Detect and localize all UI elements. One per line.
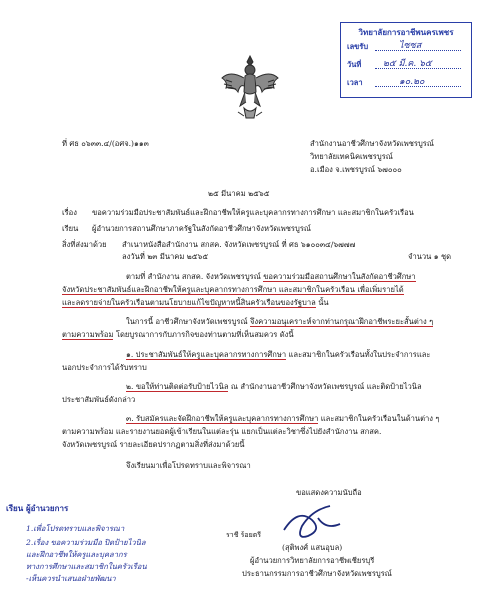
stamp-date-value: ๒๕ มี.ค. ๖๕ bbox=[383, 59, 432, 69]
closing-line: จึงเรียนมาเพื่อโปรดทราบและพิจารณา bbox=[126, 461, 251, 470]
note-line-3: และฝึกอาชีพให้ครูและบุคลากร bbox=[26, 550, 127, 559]
sender-line-3: อ.เมือง จ.เพชรบูรณ์ ๖๗๐๐๐ bbox=[310, 165, 402, 174]
signer-title-2: ประธานกรรมการอาชีวศึกษาจังหวัดเพชรบูรณ์ bbox=[242, 569, 392, 578]
note-line-4: ทางการศึกษาและสมาชิกในครัวเรือน bbox=[26, 562, 147, 571]
sender-line-2: วิทยาลัยเทคนิคเพชรบูรณ์ bbox=[310, 152, 393, 161]
item-3-line-1: ๓. รับสมัครและจัดฝึกอาชีพให้ครูและบุคลากรทางการศึกษา และสมาชิกในครัวเรือนในด้านต่าง ๆ bbox=[126, 414, 440, 423]
para1-intro: ตามที่ สำนักงาน สกสค. จังหวัดเพชรบูรณ์ bbox=[126, 272, 264, 281]
para2-line-1: ในการนี้ อาชีวศึกษาจังหวัดเพชรบูรณ์ จึงความอนุเคราะห์จากท่านกรุณาฝึกอาชีพระยะสั้นต่าง ๆ bbox=[126, 317, 434, 326]
signature bbox=[278, 500, 348, 544]
item-1-line-1: ๑. ประชาสัมพันธ์ให้ครูและบุคลากรทางการศึกษา และสมาชิกในครัวเรือนทั้งในประจำการและ bbox=[126, 350, 431, 359]
para1-highlight: ขอความร่วมมือสถานศึกษาในสังกัดอาชีวศึกษา bbox=[263, 272, 416, 281]
garuda-emblem bbox=[218, 52, 282, 122]
para1-line-1 bbox=[126, 272, 416, 282]
note-line-5: -เห็นควรนำเสนอฝ่ายพัฒนา bbox=[26, 574, 116, 583]
document-date: ๒๕ มีนาคม ๒๕๖๕ bbox=[208, 189, 270, 198]
stamp-time-value: ๑๐.๒๐ bbox=[399, 77, 425, 87]
enclosure-count: จำนวน ๑ ชุด bbox=[408, 252, 452, 261]
stamp-time-label: เวลา bbox=[347, 78, 363, 87]
item-1-line-2: นอกประจำการได้รับทราบ bbox=[62, 363, 147, 372]
signer-title-1: ผู้อำนวยการวิทยาลัยการอาชีพเชียรบุรี bbox=[250, 556, 375, 565]
stamp-date-label: วันที่ bbox=[347, 60, 362, 69]
stamp-org: วิทยาลัยการอาชีพนครเพชร bbox=[358, 28, 454, 37]
signer-name: (สุติพงศ์ แสนอุบล) bbox=[282, 543, 343, 552]
receive-stamp bbox=[340, 22, 472, 98]
to-label: เรียน bbox=[62, 224, 79, 233]
regards-line: ขอแสดงความนับถือ bbox=[296, 488, 362, 497]
item-2-line-1: ๒. ขอให้ท่านติดต่อรับป้ายไวนิล ณ สำนักงานอาชีวศึกษาจังหวัดเพชรบูรณ์ และติดป้ายไวนิล bbox=[126, 382, 422, 391]
item-2-line-2: ประชาสัมพันธ์ดังกล่าว bbox=[62, 395, 136, 404]
to-text: ผู้อำนวยการสถานศึกษาภาครัฐในสังกัดอาชีวศึกษาจังหวัดเพชรบูรณ์ bbox=[92, 224, 311, 233]
para2-line-2: ตามความพร้อม โดยบูรณาการกับภารกิจของท่านตามที่เห็นสมควร ดังนี้ bbox=[62, 330, 294, 339]
para1-line-2: จังหวัดประชาสัมพันธ์และฝึกอาชีพให้ครูและบุคลากรทางการศึกษา และสมาชิกในครัวเรือน เพื่อเพิ่มรายได้ bbox=[62, 285, 404, 294]
ref-number: ที่ ศธ ๐๖๓๓.๔/(อศจ.)๑๑๓ bbox=[62, 139, 149, 148]
note-header: เรียน ผู้อำนวยการ bbox=[6, 504, 69, 513]
enclosure-line-2: ลงวันที่ ๒๓ มีนาคม ๒๕๖๕ bbox=[122, 252, 209, 261]
signature-printed: ราชี ร้อยตรี bbox=[226, 531, 262, 539]
sender-line-1: สำนักงานอาชีวศึกษาจังหวัดเพชรบูรณ์ bbox=[310, 139, 434, 148]
subject-label: เรื่อง bbox=[62, 208, 77, 217]
note-line-2: 2.เรื่อง ขอความร่วมมือ ปิดป้ายไวนิล bbox=[26, 538, 146, 547]
note-line-1: 1.เพื่อโปรดทราบและพิจารณา bbox=[26, 524, 125, 533]
enclosure-label: สิ่งที่ส่งมาด้วย bbox=[62, 240, 107, 249]
stamp-recv-value: ไซซส bbox=[399, 41, 422, 51]
subject-text: ขอความร่วมมือประชาสัมพันธ์และฝึกอาชีพให้ครูและบุคลากรทางการศึกษา และสมาชิกในครัวเรือน bbox=[92, 208, 414, 217]
item-3-line-3: จังหวัดเพชรบูรณ์ รายละเอียดปรากฏตามสิ่งที่ส่งมาด้วยนี้ bbox=[62, 440, 245, 449]
para1-line-3: และลดรายจ่ายในครัวเรือนตามนโยบายแก้ไขปัญหาหนี้สินครัวเรือนของรัฐบาล นั้น bbox=[62, 298, 329, 307]
enclosure-line-1: สำเนาหนังสือสำนักงาน สกสค. จังหวัดเพชรบูรณ์ ที่ ศธ ๖๑๐๐๓๔/๖๗๗๗ bbox=[122, 240, 356, 249]
item-3-line-2: ตามความพร้อม และรายงานยอดผู้เข้าเรียนในแต่ละรุ่น แยกเป็นแต่ละวิชาซึ่งไปยังสำนักงาน สกสค. bbox=[62, 427, 382, 436]
stamp-recv-label: เลขรับ bbox=[347, 42, 369, 51]
